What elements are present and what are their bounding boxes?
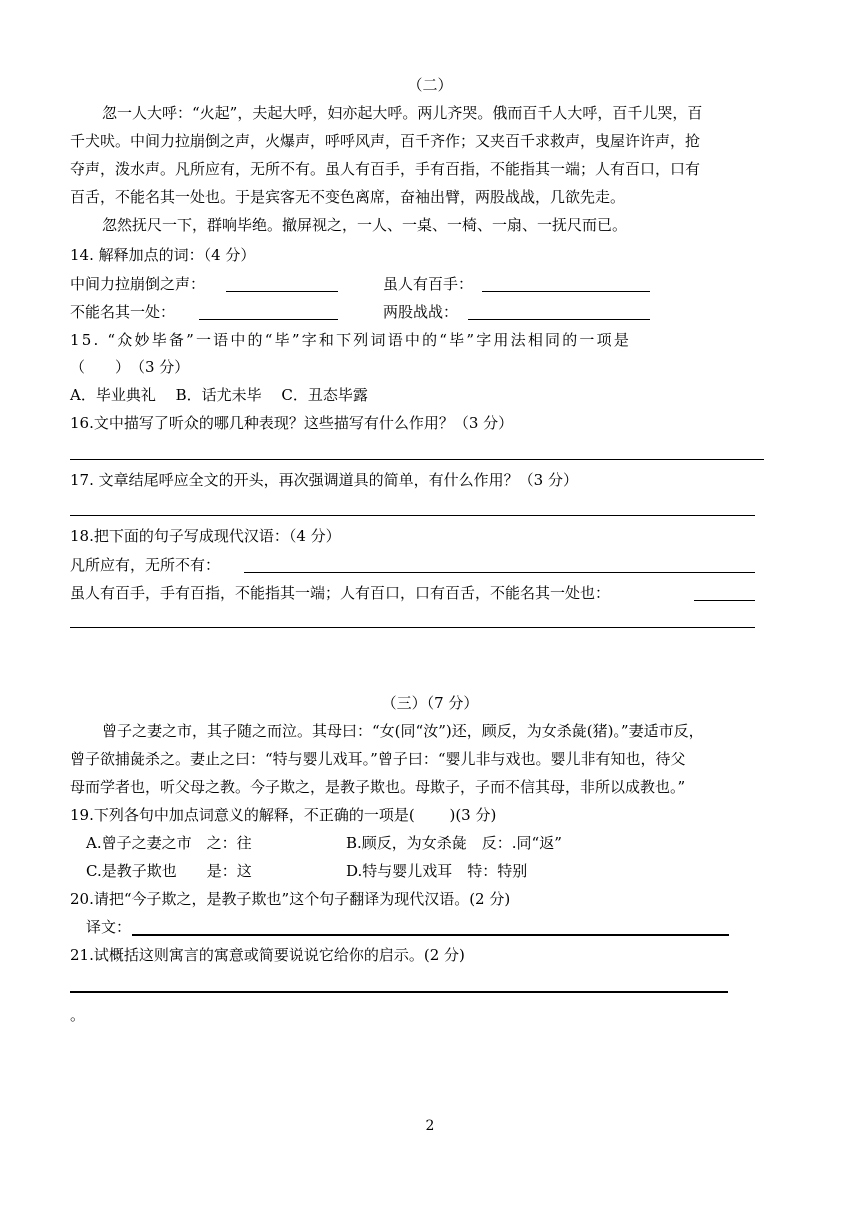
answer-line-18b-1[interactable]: [694, 600, 755, 601]
question-19-option-b: B.顾反，为女杀彘 反：.同“返”: [346, 834, 562, 852]
answer-line-20[interactable]: [132, 934, 729, 936]
answer-line-18a[interactable]: [244, 572, 755, 573]
question-14-item-b: 虽人有百手：: [383, 275, 474, 293]
page-number: 2: [425, 1118, 435, 1134]
passage-2-line-3: 夺声，泼水声。凡所应有，无所不有。虽人有百手，手有百指，不能指其一端；人有百口，口有: [70, 160, 701, 178]
answer-line-14b[interactable]: [482, 291, 650, 292]
passage-2-line-2: 千犬吠。中间力拉崩倒之声，火爆声，呼呼风声，百千齐作；又夹百千求救声，曳屋许许声，抢: [70, 132, 701, 150]
answer-line-14a[interactable]: [226, 291, 338, 292]
passage-3-line-2: 曾子欲捕彘杀之。妻止之曰：“特与婴儿戏耳。”曾子曰：“婴儿非与戏也。婴儿非有知也，待父: [70, 750, 686, 768]
answer-line-16[interactable]: [70, 459, 764, 460]
passage-2-line-1: 忽一人大呼：“火起”，夫起大呼，妇亦起大呼。两儿齐哭。俄而百千人大呼，百千儿哭，百: [102, 104, 703, 122]
question-18-item-a: 凡所应有，无所不有：: [70, 556, 221, 574]
section-2-title: （二）: [407, 76, 453, 94]
question-19-option-d: D.特与婴儿戏耳 特：特别: [346, 862, 528, 880]
question-14-item-d: 两股战战：: [383, 303, 459, 321]
passage-2-line-5: 忽然抚尺一下，群响毕绝。撤屏视之，一人、一桌、一椅、一扇、一抚尺而已。: [102, 216, 628, 234]
answer-line-18b-2[interactable]: [70, 627, 755, 628]
question-15: 15. “众妙毕备”一语中的“毕”字和下列词语中的“毕”字用法相同的一项是: [70, 331, 632, 349]
question-19: 19.下列各句中加点词意义的解释，不正确的一项是( )(3 分): [70, 806, 497, 824]
section-3-title: （三）（7 分）: [381, 694, 479, 712]
question-14: 14. 解释加点的词：（4 分）: [70, 246, 256, 264]
question-19-option-a: A.曾子之妻之市 之：往: [86, 834, 252, 852]
passage-3-line-1: 曾子之妻之市，其子随之而泣。其母曰：“女(同“汝”)还，顾反，为女杀彘(猪)。”妻适市反，: [102, 722, 704, 740]
question-14-item-a: 中间力拉崩倒之声：: [70, 275, 206, 293]
question-21: 21.试概括这则寓言的寓意或简要说说它给你的启示。(2 分): [70, 946, 465, 964]
answer-line-21[interactable]: [70, 991, 728, 993]
question-17: 17. 文章结尾呼应全文的开头，再次强调道具的简单，有什么作用？（3 分）: [70, 471, 578, 489]
question-16: 16.文中描写了听众的哪几种表现？这些描写有什么作用？（3 分）: [70, 414, 514, 432]
answer-line-14c[interactable]: [199, 319, 338, 320]
question-18: 18.把下面的句子写成现代汉语：（4 分）: [70, 527, 341, 545]
question-15-bracket: （ ） （3 分）: [70, 358, 190, 376]
passage-2-line-4: 百舌，不能名其一处也。于是宾客无不变色离席，奋袖出臂，两股战战，几欲先走。: [70, 188, 626, 206]
question-15-options: A．毕业典礼 B．话尤未毕 C．丑态毕露: [70, 386, 368, 404]
end-mark: 。: [70, 1006, 86, 1024]
question-18-item-b: 虽人有百手，手有百指，不能指其一端；人有百口，口有百舌，不能名其一处也：: [70, 584, 611, 602]
question-14-item-c: 不能名其一处：: [70, 303, 176, 321]
answer-line-17[interactable]: [70, 515, 755, 516]
answer-line-14d[interactable]: [468, 319, 650, 320]
translation-label: 译文：: [86, 918, 132, 936]
question-19-option-c: C.是教子欺也 是：这: [86, 862, 252, 880]
question-20: 20.请把“今子欺之，是教子欺也”这个句子翻译为现代汉语。(2 分): [70, 890, 511, 908]
passage-3-line-3: 母而学者也，听父母之教。今子欺之，是教子欺也。母欺子，子而不信其母，非所以成教也。”: [70, 778, 686, 796]
